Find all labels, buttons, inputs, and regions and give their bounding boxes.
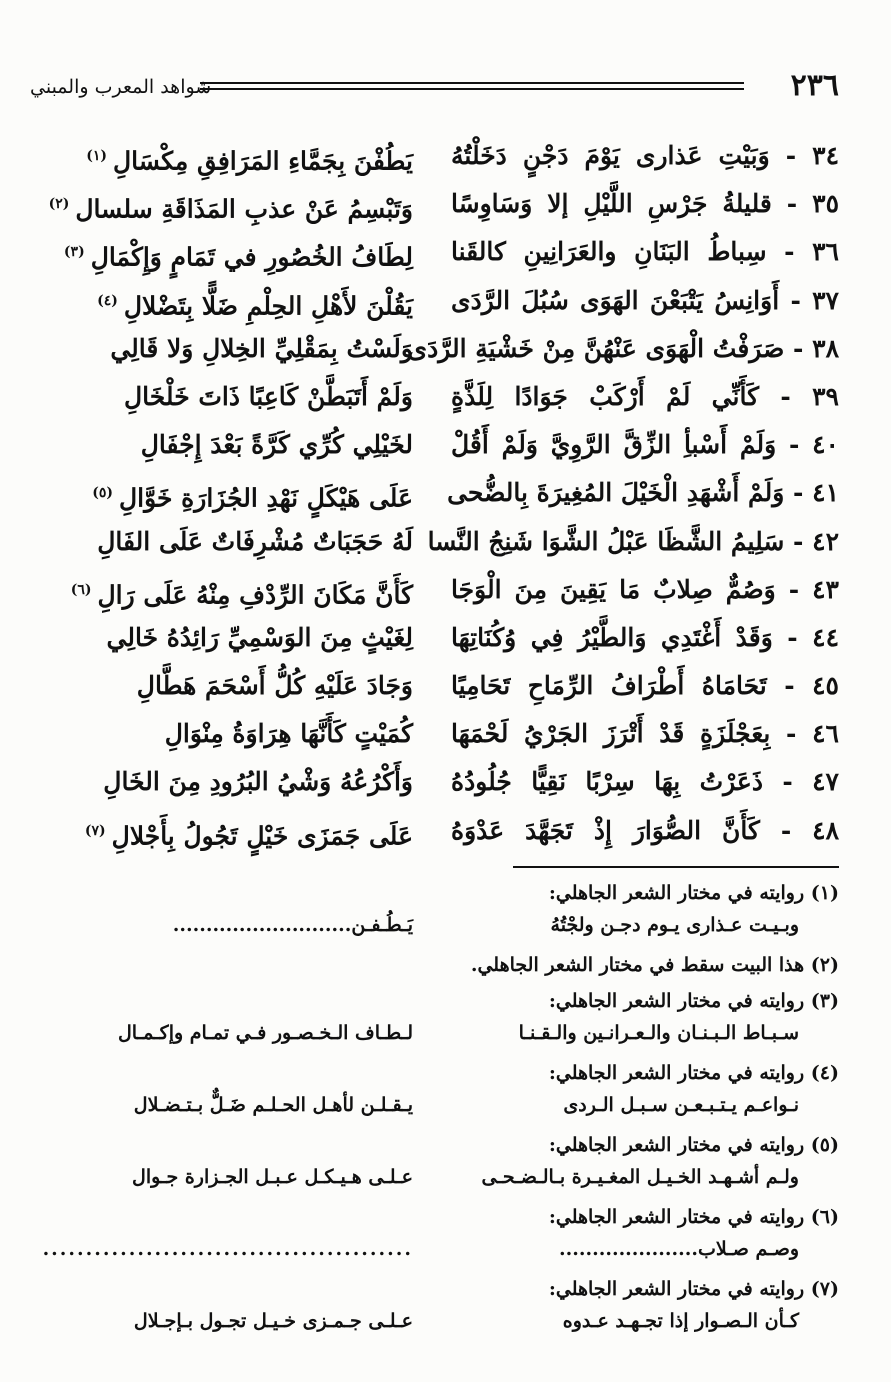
- verse-number: ٤٥ -: [784, 671, 839, 701]
- verse-number: ٤٦ -: [786, 719, 839, 749]
- verse-number: ٤٨ -: [780, 815, 839, 845]
- footnote-heading: (١) روايته في مختار الشعر الجاهلي:: [548, 882, 839, 904]
- footnote-heading: (٢) هذا البيت سقط في مختار الشعر الجاهلي.: [470, 954, 839, 976]
- verse-second-text: كُمَيْتٍ كَأَنَّهَا هِرَاوَةُ مِنْوَالِ: [164, 719, 413, 749]
- verse-first-hemistich: [451, 566, 839, 614]
- footnote-reference[interactable]: (٥): [92, 485, 113, 502]
- verse-first-text: كَأَنِّي لَمْ أَرْكَبْ جَوَادًا لِلَذَّةٍ: [451, 381, 759, 411]
- verse-second-text: لِطَافُ الخُصُورِ في تَمَامٍ وَإِكْمَالِ: [90, 242, 413, 272]
- verse-row: [0, 277, 891, 325]
- verse-row: [0, 325, 891, 373]
- footnote-variant-second: عـلـى جـمـزى خـيـل تجـول بـإجـلال: [133, 1310, 413, 1332]
- verse-first-text: وَلَمْ أَشْهَدِ الْخَيْلَ المُغِيرَةَ بِالضُّحى: [447, 478, 785, 508]
- verse-second-hemistich: [37, 807, 413, 860]
- verse-first-hemistich: [447, 469, 839, 517]
- footnote-reference[interactable]: (٤): [97, 292, 118, 309]
- verse-first-text: وَلَمْ أَسْبأِ الزِّقَّ الرَّوِيَّ وَلَمْ أَقُلْ: [451, 430, 777, 460]
- verse-row: [0, 132, 891, 180]
- verse-first-text: سَلِيمُ الشَّظَا عَبْلُ الشَّوَا شَنِجُ النَّسا: [427, 526, 785, 556]
- verse-second-text: يَقُلْنَ لأَهْلِ الحِلْمِ ضَلًّا بِتَضْلالِ: [123, 290, 413, 320]
- verse-row: [0, 614, 891, 662]
- verse-number: ٣٥ -: [786, 189, 839, 219]
- footnote-variant-first: وبـيـت عـذارى يـوم دجـن ولجْتُهُ: [550, 914, 799, 936]
- verse-second-text: وَلَمْ أَتَبَطَّنْ كَاعِبًا ذَاتَ خَلْخَالِ: [124, 381, 413, 411]
- footnote-heading: (٧) روايته في مختار الشعر الجاهلي:: [548, 1278, 839, 1300]
- verse-second-hemistich: [37, 277, 413, 330]
- verse-row: [0, 469, 891, 517]
- verse-first-hemistich: [451, 421, 839, 469]
- footnote-variant-second: يـقـلـن لأهـل الحـلـم ضَـلٌّ بـتـضـلال: [133, 1094, 413, 1116]
- verse-first-text: كَأَنَّ الصُّوَارَ إِذْ تَجَهَّدَ عَدْوَهُ: [451, 815, 760, 845]
- verse-first-hemistich: [451, 710, 839, 758]
- verse-number: ٣٨ -: [793, 333, 839, 363]
- verse-first-text: بِعَجْلَزَةٍ قَدْ أَتْرَزَ الجَرْيُ لَحْمَهَا: [451, 719, 771, 749]
- verse-first-hemistich: [451, 758, 839, 806]
- verse-second-hemistich: [37, 421, 413, 469]
- verses-section: [0, 132, 891, 855]
- footnote-reference[interactable]: (٢): [48, 196, 70, 213]
- verse-number: ٣٩ -: [780, 381, 839, 411]
- verse-number: ٣٧ -: [790, 285, 839, 315]
- verse-second-text: كَأَنَّ مَكَانَ الرِّدْفِ مِنْهُ عَلَى رَالِ: [97, 580, 413, 610]
- verse-second-hemistich: [37, 518, 413, 566]
- verse-second-text: لِغَيْثٍ مِنَ الوَسْمِيِّ رَائِدُهُ خَالِي: [106, 622, 413, 652]
- verse-first-hemistich: [427, 518, 839, 566]
- verse-first-text: أَوَانِسُ يَتْبَعْنَ الهَوَى سُبُلَ الرَّدَى: [451, 285, 780, 315]
- verse-row: [0, 518, 891, 566]
- verse-row: [0, 228, 891, 276]
- footnote-variant-second: لـطـاف الـخـصـور فـي تمـام وإكـمـال: [117, 1022, 413, 1044]
- verse-first-hemistich: [451, 373, 839, 421]
- footnote-heading: (٤) روايته في مختار الشعر الجاهلي:: [548, 1062, 839, 1084]
- verse-second-hemistich: [37, 710, 413, 758]
- footnote-variant-second: ...........................................: [42, 1238, 413, 1260]
- verse-row: [0, 807, 891, 855]
- verse-first-text: صَرَفْتُ الْهَوَى عَنْهُنَّ مِنْ خَشْيَةِ الرَّدَى: [407, 333, 785, 363]
- footnote-separator: [513, 866, 839, 868]
- verse-number: ٣٤ -: [785, 141, 839, 170]
- footnote-reference[interactable]: (٧): [84, 822, 106, 839]
- verse-second-hemistich: [37, 325, 413, 373]
- footnote-variant-second: عـلـى هـيـكـل عـبـل الجـزارة جـوال: [132, 1166, 413, 1188]
- verse-second-hemistich: [37, 662, 413, 710]
- verse-first-hemistich: [451, 807, 839, 855]
- verse-second-text: وَأَكْرُعُهُ وَشْيُ البُرُودِ مِنَ الخَالِ: [103, 767, 413, 797]
- verse-number: ٣٦ -: [784, 237, 839, 267]
- verse-second-text: وَلَسْتُ بِمَقْلِيِّ الخِلالِ وَلا قَالِي: [110, 333, 413, 363]
- running-title: شواهد المعرب والمبني: [30, 76, 212, 98]
- page-header: [30, 66, 839, 106]
- verse-second-text: عَلَى هَيْكَلٍ نَهْدِ الجُزَارَةِ خَوَّالِ: [118, 483, 413, 513]
- verse-first-hemistich: [407, 325, 839, 373]
- verse-second-hemistich: [37, 469, 413, 522]
- verse-second-hemistich: [37, 132, 413, 185]
- footnote-heading: (٣) روايته في مختار الشعر الجاهلي:: [548, 990, 839, 1012]
- verse-second-text: وَتَبْسِمُ عَنْ عذبِ المَذَاقَةِ سلسال: [75, 194, 413, 224]
- verse-second-text: لَهُ حَجَبَاتٌ مُشْرِفَاتٌ عَلَى الفَالِ: [97, 526, 413, 556]
- footnote-variant-first: كـأن الـصـوار إذا تجـهـد عـدوه: [562, 1310, 799, 1332]
- verse-row: [0, 710, 891, 758]
- footnote-heading: (٥) روايته في مختار الشعر الجاهلي:: [548, 1134, 839, 1156]
- page-number: ٢٣٦: [790, 68, 839, 103]
- verse-second-hemistich: [37, 228, 413, 281]
- verse-first-text: وَبَيْتِ عَذارى يَوْمَ دَجْنٍ دَخَلْتُهُ: [451, 141, 770, 170]
- verse-first-text: قليلةُ جَرْسِ اللَّيْلِ إلا وَسَاوِسًا: [451, 189, 772, 219]
- verse-first-text: تَحَامَاهُ أَطْرَافُ الرِّمَاحِ تَحَامِيًا: [451, 671, 767, 701]
- verse-row: [0, 758, 891, 806]
- verse-first-hemistich: [451, 662, 839, 710]
- verse-first-text: سِباطُ البَنَانِ والعَرَانِينِ كالقَنا: [451, 237, 767, 267]
- footnote-reference[interactable]: (٣): [63, 244, 85, 261]
- verse-number: ٤١ -: [793, 478, 839, 508]
- verse-second-hemistich: [37, 614, 413, 662]
- verse-second-hemistich: [37, 373, 413, 421]
- footnote-variant-first: وصـم صـلاب.....................: [559, 1238, 799, 1260]
- verse-row: [0, 373, 891, 421]
- footnote-variant-first: ولـم أشـهـد الخـيـل المغـيـرة بـالـضـحـى: [481, 1166, 799, 1188]
- footnote-variant-second: يَـطُـفـن...........................: [172, 914, 413, 936]
- verse-second-hemistich: [37, 180, 413, 233]
- footnote-reference[interactable]: (٦): [70, 581, 92, 598]
- verse-number: ٤٣ -: [788, 574, 839, 604]
- verse-row: [0, 662, 891, 710]
- footnote-reference[interactable]: (١): [86, 148, 107, 164]
- footnote-heading: (٦) روايته في مختار الشعر الجاهلي:: [548, 1206, 839, 1228]
- verse-second-hemistich: [37, 566, 413, 619]
- verse-number: ٤٧ -: [782, 767, 839, 797]
- verse-number: ٤٤ -: [787, 622, 839, 652]
- verse-second-text: عَلَى جَمَزَى خَيْلٍ تَجُولُ بِأَجْلالِ: [111, 820, 413, 850]
- verse-number: ٤٠ -: [788, 430, 839, 460]
- verse-row: [0, 566, 891, 614]
- verse-row: [0, 180, 891, 228]
- verse-first-hemistich: [451, 180, 839, 228]
- verse-first-hemistich: [451, 132, 839, 180]
- verse-number: ٤٢ -: [793, 526, 839, 556]
- verse-second-text: وَجَادَ عَلَيْهِ كُلُّ أَسْحَمَ هَطَّالِ: [136, 671, 413, 701]
- footnote-variant-first: سـبـاط الـبـنـان والـعـرانـين والـقـنـا: [518, 1022, 799, 1044]
- verse-first-hemistich: [451, 228, 839, 276]
- verse-row: [0, 421, 891, 469]
- verse-first-text: ذَعَرْتُ بِهَا سِرْبًا نَقِيًّا جُلُودُهُ: [451, 767, 763, 797]
- verse-second-hemistich: [37, 758, 413, 806]
- verse-first-text: وَقَدْ أَغْتَدِي وَالطَّيْرُ فِي وُكُنَاتِهَا: [451, 622, 773, 652]
- footnote-variant-first: نـواعـم يـتـبـعـن سـبـل الـردى: [563, 1094, 799, 1116]
- header-double-rule: [200, 82, 744, 90]
- verse-second-text: يَطُفْنَ بِجَمَّاءِ المَرَافِقِ مِكْسَالِ: [112, 146, 413, 176]
- verse-first-hemistich: [451, 614, 839, 662]
- verse-first-hemistich: [451, 277, 839, 325]
- verse-second-text: لخَيْلِي كُرِّي كَرَّةً بَعْدَ إِجْفَالِ: [140, 430, 413, 460]
- verse-first-text: وَصُمٌّ صِلابٌ مَا يَقِينَ مِنَ الْوَجَا: [451, 574, 776, 604]
